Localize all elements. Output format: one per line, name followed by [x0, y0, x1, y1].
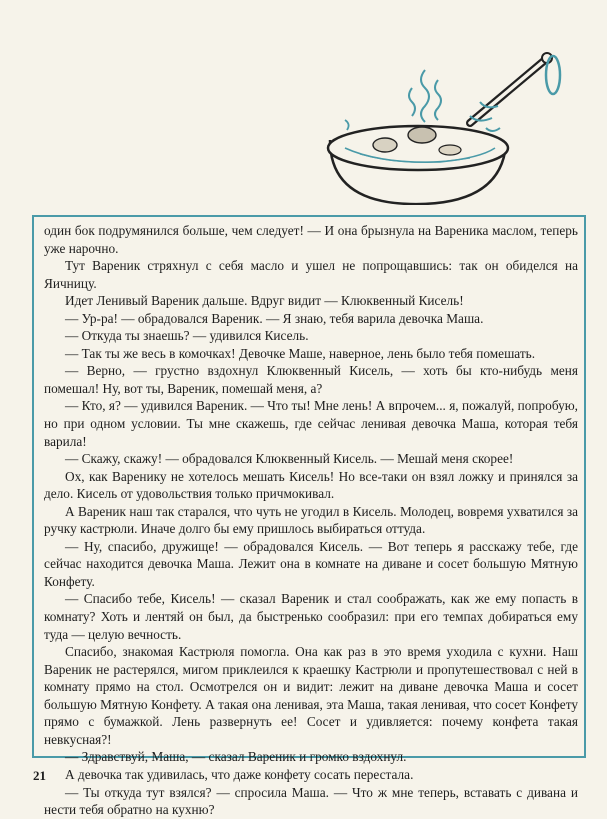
- paragraph: А девочка так удивилась, что даже конфету сосать перестала.: [65, 766, 414, 782]
- paragraph: — Кто, я? — удивился Вареник. — Что ты! Мне лень! А впрочем... я, пожалуй, попробую, но при одном условии. Ты мне скажешь, где сейчас ленивая девочка Маша, которая тебя варила!: [44, 398, 578, 449]
- paragraph: — Здравствуй, Маша, — сказал Вареник и громко вздохнул.: [65, 749, 407, 765]
- paragraph: Спасибо, знакомая Кастрюля помогла. Она как раз в это время уходила с кухни. Наш Вареник не растерялся, мигом приклеился к краешку Кастрюли и пропутешествовал с ней в комнату прямо на стол. Осмотрелся он и видит: лежит на диване девочка Маша и сосет большую Мятную Конфету. А такая она ленивая, эта Маша, такая ленивая, что сосет Конфету прямо с бумажкой. Лень развернуть ее! Сосет и удивляется: почему конфета такая невкусная?!: [44, 644, 578, 747]
- paragraph: — Спасибо тебе, Кисель! — сказал Вареник и стал соображать, как же ему попасть в комнату? Хоть и лентяй он был, да быстренько сообразил: при его темпах добираться ему туда — целую вечность.: [44, 591, 578, 642]
- paragraph: Ох, как Варенику не хотелось мешать Кисель! Но все-таки он взял ложку и принялся за дело. Кисель от удовольствия только причмокивал.: [44, 468, 578, 502]
- paragraph: — Так ты же весь в комочках! Девочке Маше, наверное, лень было тебя помешать.: [65, 345, 536, 361]
- paragraph: — Верно, — грустно вздохнул Клюквенный Кисель, — хоть бы кто-нибудь меня помешал! Ну, вот ты, Вареник, помешай меня, а?: [44, 363, 578, 396]
- paragraph: — Ур-ра! — обрадовался Вареник. — Я знаю, тебя варила девочка Маша.: [65, 310, 484, 326]
- paragraph: один бок подрумянился больше, чем следует! — И она брызнула на Вареника маслом, теперь уже нарочно.: [44, 223, 578, 256]
- paragraph: Тут Вареник стряхнул с себя масло и ушел не попрощавшись: так он обиделся на Яичницу.: [44, 258, 578, 291]
- paragraph: — Откуда ты знаешь? — удивился Кисель.: [65, 328, 309, 344]
- paragraph: — Ну, спасибо, дружище! — обрадовался Кисель. — Вот теперь я расскажу тебе, где сейчас находится девочка Маша. Лежит она в комнате на диване и сосет большую Мятную Конфету.: [44, 538, 578, 589]
- paragraph: — Ты откуда тут взялся? — спросила Маша. — Что ж мне теперь, вставать с дивана и нести тебя обратно на кухню?: [44, 784, 578, 818]
- frying-pan-illustration-icon: [300, 20, 600, 205]
- paragraph: А Вареник наш так старался, что чуть не угодил в Кисель. Молодец, вовремя ухватился за ручку кастрюли. Иначе долго бы ему пришлось выбираться оттуда.: [44, 503, 578, 537]
- page-number: 21: [33, 768, 46, 783]
- story-text: [44, 222, 578, 819]
- paragraph: Идет Ленивый Вареник дальше. Вдруг видит — Клюквенный Кисель!: [65, 293, 464, 309]
- paragraph: — Скажу, скажу! — обрадовался Клюквенный Кисель. — Мешай меня скорее!: [65, 451, 514, 467]
